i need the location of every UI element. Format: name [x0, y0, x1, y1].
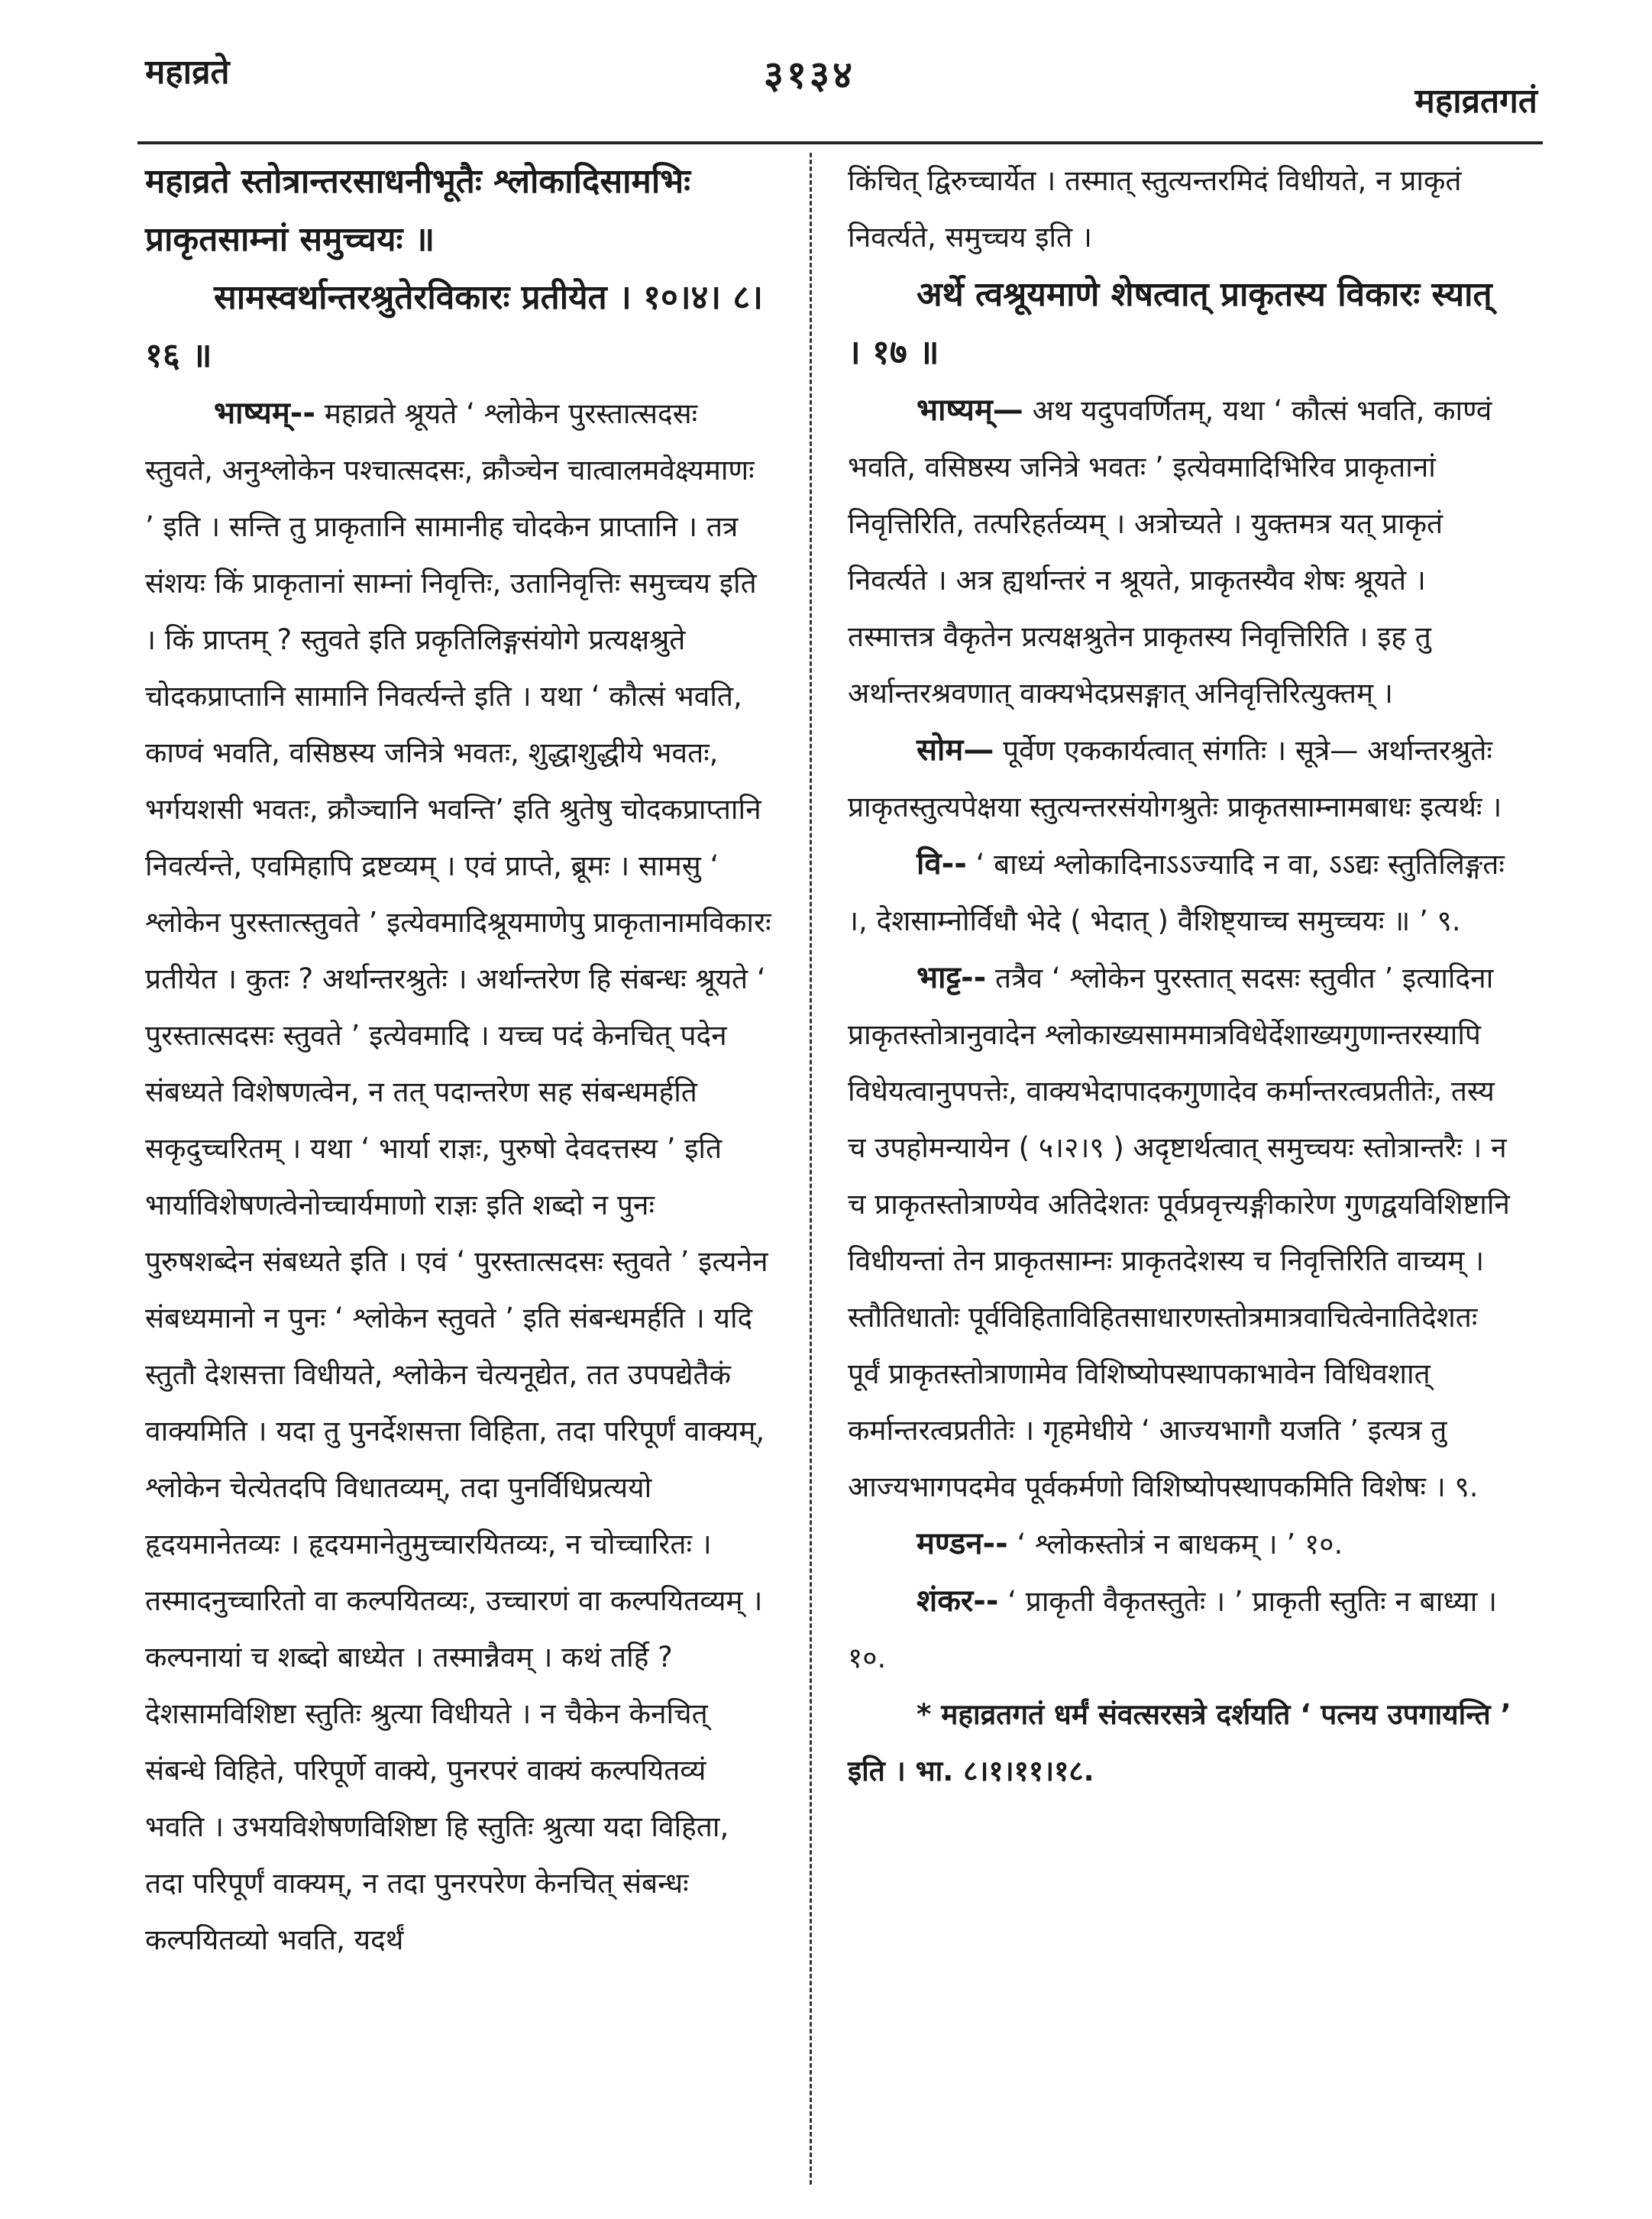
running-head-left: महाव्रते	[145, 53, 230, 92]
bhatta-commentary	[848, 949, 1512, 1515]
adhikarana-heading: महाव्रते स्तोत्रान्तरसाधनीभूतैः श्लोकादिसामभिः प्राकृतसाम्नां समुच्चयः ॥	[145, 162, 691, 259]
bhatta-label: भाट्ट--	[917, 960, 987, 995]
left-column	[145, 153, 771, 1968]
shankara-label: शंकर--	[917, 1583, 999, 1619]
bhashya-text: अथ यदुपवर्णितम्, यथा ‘ कौत्सं भवति, काण्वं भवति, वसिष्ठस्य जनित्रे भवतः ’ इत्येवमादिभिरिव प्राकृतानां निवृत्तिरिति, तत्परिहर्तव्यम् । अत्रोच्यते । युक्तमत्र यत् प्राकृतं निवर्त्यते । अत्र ह्यर्थान्तरं न श्रूयते, प्राकृतस्यैव शेषः श्रूयते । तस्मात्तत्र वैकृतेन प्रत्यक्षश्रुतेन प्राकृतस्य निवृत्तिरिति । इह तु अर्थान्तरश्रवणात् वाक्यभेदप्रसङ्गात् अनिवृत्तिरित्युक्तम् ।	[848, 394, 1492, 710]
shankara-commentary	[848, 1573, 1512, 1687]
cross-reference-note: * महाव्रतगतं धर्मं संवत्सरसत्रे दर्शयति ‘ पत्नय उपगायन्ति ’ इति । भा. ८।१।११।१८.	[848, 1698, 1511, 1787]
mandana-label: मण्डन--	[917, 1526, 1008, 1561]
bhashya-paragraph-17	[848, 382, 1512, 722]
header-rule	[137, 141, 1543, 144]
shankara-text: ‘ प्राकृती वैकृतस्तुतेः । ’ प्राकृती स्तुतिः न बाध्या । १०.	[848, 1585, 1498, 1674]
page-number: ३१३४	[764, 53, 855, 97]
soma-text: पूर्वेण एककार्यत्वात् संगतिः । सूत्रे— अर्थान्तरश्रुतेः प्राकृतस्तुत्यपेक्षया स्तुत्यन्तरसंयोगश्रुतेः प्राकृतसाम्नामबाधः इत्यर्थः ।	[848, 734, 1502, 823]
vi-commentary	[848, 836, 1512, 949]
right-column	[848, 153, 1512, 1800]
soma-commentary	[848, 722, 1512, 836]
bhashya-label: भाष्यम्--	[214, 396, 316, 431]
mandana-text: ‘ श्लोकस्तोत्रं न बाधकम् । ’ १०.	[1017, 1528, 1343, 1561]
running-head-right: महाव्रतगतं	[1414, 82, 1537, 121]
page-header	[0, 0, 1652, 137]
bhashya-paragraph	[145, 385, 771, 1968]
sutra-text-17: अर्थे त्वश्रूयमाणे शेषत्वात् प्राकृतस्य विकारः स्यात् । १७ ॥	[848, 275, 1492, 372]
sutra-text: सामस्वर्थान्तरश्रुतेरविकारः प्रतीयेत । १०।४। ८।१६ ॥	[145, 278, 763, 375]
column-divider	[810, 153, 812, 2185]
mandana-commentary	[848, 1515, 1512, 1573]
soma-label: सोम—	[917, 733, 994, 768]
bhashya-text: महाव्रते श्रूयते ‘ श्लोकेन पुरस्तात्सदसः स्तुवते, अनुश्लोकेन पश्चात्सदसः, क्रौञ्चेन चात्वालमवेक्ष्यमाणः ’ इति । सन्ति तु प्राकृतानि सामानीह चोदकेन प्राप्तानि । तत्र संशयः किं प्राकृतानां साम्नां निवृत्तिः, उतानिवृत्तिः समुच्चय इति । किं प्राप्तम् ? स्तुवते इति प्रकृतिलिङ्गसंयोगे प्रत्यक्षश्रुते चोदकप्राप्तानि सामानि निवर्त्यन्ते इति । यथा ‘ कौत्सं भवति, काण्वं भवति, वसिष्ठस्य जनित्रे भवतः, शुद्धाशुद्धीये भवतः, भर्गयशसी भवतः, क्रौञ्चानि भवन्ति’ इति श्रुतेषु चोदकप्राप्तानि निवर्त्यन्ते, एवमिहापि द्रष्टव्यम् । एवं प्राप्ते, ब्रूमः । सामसु ‘ श्लोकेन पुरस्तात्स्तुवते ’ इत्येवमादिश्रूयमाणेपु प्राकृतानामविकारः प्रतीयेत । कुतः ? अर्थान्तरश्रुतेः । अर्थान्तरेण हि संबन्धः श्रूयते ‘ पुरस्तात्सदसः स्तुवते ’ इत्येवमादि । यच्च पदं केनचित् पदेन संबध्यते विशेषणत्वेन, न तत् पदान्तरेण सह संबन्धमर्हति सकृदुच्चरितम् । यथा ‘ भार्या राज्ञः, पुरुषो देवदत्तस्य ’ इति भार्याविशेषणत्वेनोच्चार्यमाणो राज्ञः इति शब्दो न पुनः पुरुषशब्देन संबध्यते इति । एवं ‘ पुरस्तात्सदसः स्तुवते ’ इत्यनेन संबध्यमानो न पुनः ‘ श्लोकेन स्तुवते ’ इति संबन्धमर्हति । यदि स्तुतौ देशसत्ता विधीयते, श्लोकेन चेत्यनूद्येत, तत उपपद्येतैकं वाक्यमिति । यदा तु पुनर्देशसत्ता विहिता, तदा परिपूर्णं वाक्यम्, श्लोकेन चेत्येतदपि विधातव्यम्, तदा पुनर्विधिप्रत्ययो हृदयमानेतव्यः । हृदयमानेतुमुच्चारयितव्यः, न चोच्चारितः । तस्मादनुच्चारितो वा कल्पयितव्यः, उच्चारणं वा कल्पयितव्यम् । कल्पनायां च शब्दो बाध्येत । तस्मान्नैवम् । कथं तर्हि ? देशसामविशिष्टा स्तुतिः श्रुत्या विधीयते । न चैकेन केनचित् संबन्धे विहिते, परिपूर्णे वाक्ये, पुनरपरं वाक्यं कल्पयितव्यं भवति । उभयविशेषणविशिष्टा हि स्तुतिः श्रुत्या यदा विहिता, तदा परिपूर्णं वाक्यम्, न तदा पुनरपरेण केनचित् संबन्धः कल्पयितव्यो भवति, यदर्थं	[145, 397, 771, 1956]
bhashya-continuation: किंचित् द्विरुच्चार्येत । तस्मात् स्तुत्यन्तरमिदं विधीयते, न प्राकृतं निवर्त्यते, समुच्चय इति ।	[848, 164, 1462, 254]
bhashya-label: भाष्यम्—	[917, 393, 1023, 428]
vi-text: ‘ बाध्यं श्लोकादिनाऽऽज्यादि न वा, ऽऽद्यः स्तुतिलिङ्गतः ।, देशसाम्नोर्विधौ भेदे ( भेदात् ) वैशिष्ट्याच्च समुच्चयः ॥ ’ ९.	[848, 848, 1505, 937]
bhatta-text: तत्रैव ‘ श्लोकेन पुरस्तात् सदसः स्तुवीत ’ इत्यादिना प्राकृतस्तोत्रानुवादेन श्लोकाख्यसाममात्रविधेर्देशाख्यगुणान्तरस्यापि विधेयत्वानुपपत्तेः, वाक्यभेदापादकगुणादेव कर्मान्तरत्वप्रतीतेः, तस्य च उपहोमन्यायेन ( ५।२।९ ) अदृष्टार्थत्वात् समुच्चयः स्तोत्रान्तरैः । न च प्राकृतस्तोत्राण्येव अतिदेशतः पूर्वप्रवृत्त्यङ्गीकारेण गुणद्वयविशिष्टानि विधीयन्तां तेन प्राकृतसाम्नः प्राकृतदेशस्य च निवृत्तिरिति वाच्यम् । स्तौतिधातोः पूर्वविहिताविहितसाधारणस्तोत्रमात्रवाचित्वेनातिदेशतः पूर्वं प्राकृतस्तोत्राणामेव विशिष्योपस्थापकाभावेन विधिवशात् कर्मान्तरत्वप्रतीतेः । गृहमेधीये ‘ आज्यभागौ यजति ’ इत्यत्र तु आज्यभागपदमेव पूर्वकर्मणो विशिष्योपस्थापकमिति विशेषः । ९.	[848, 962, 1510, 1503]
vi-label: वि--	[917, 846, 967, 881]
